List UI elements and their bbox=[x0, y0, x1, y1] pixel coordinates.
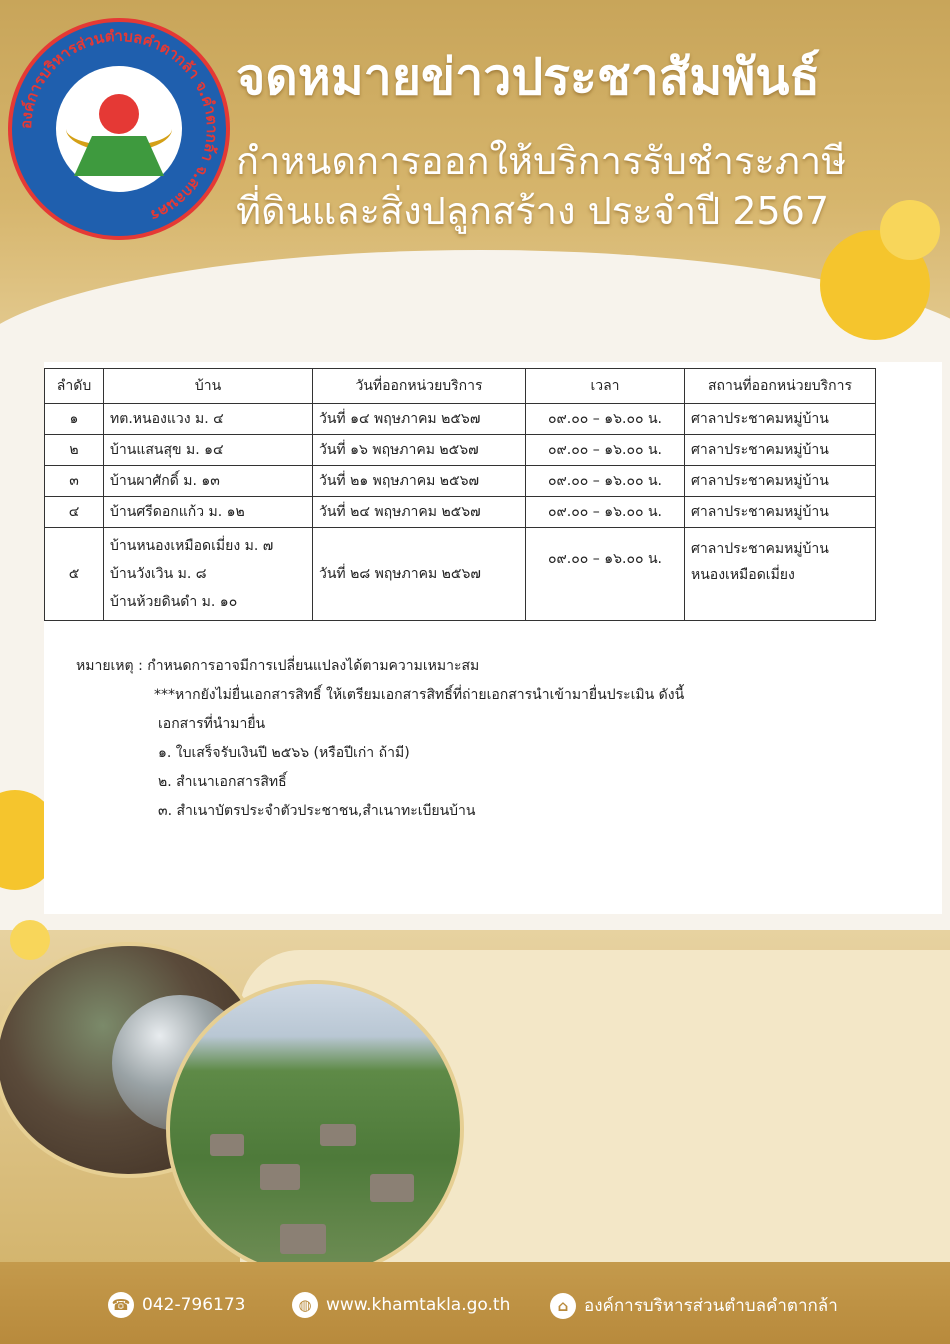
organization-name: องค์การบริหารส่วนตำบลคำตากล้า bbox=[584, 1296, 838, 1316]
row-number: ๓ bbox=[45, 466, 104, 497]
website-link[interactable]: www.khamtakla.go.th bbox=[326, 1295, 511, 1315]
notes-section bbox=[76, 652, 684, 826]
place-line: หนองเหมือดเมี่ยง bbox=[691, 567, 795, 583]
document-item: ๓. สำเนาบัตรประจำตัวประชาชน,สำเนาทะเบียนบ้าน bbox=[158, 803, 476, 819]
row-number: ๒ bbox=[45, 435, 104, 466]
house-shape bbox=[320, 1124, 356, 1146]
footer-website[interactable] bbox=[292, 1292, 510, 1318]
table-row bbox=[45, 528, 876, 621]
home-icon: ⌂ bbox=[550, 1293, 576, 1319]
time-cell: ๐๙.๐๐ – ๑๖.๐๐ น. bbox=[526, 435, 685, 466]
place-cell: ศาลาประชาคมหมู่บ้าน bbox=[685, 435, 876, 466]
village-cell bbox=[104, 528, 313, 621]
village-cell: บ้านแสนสุข ม. ๑๔ bbox=[104, 435, 313, 466]
row-number: ๑ bbox=[45, 404, 104, 435]
organization-logo bbox=[8, 18, 230, 240]
column-header: บ้าน bbox=[104, 369, 313, 404]
table-row bbox=[45, 435, 876, 466]
document-item: ๑. ใบเสร็จรับเงินปี ๒๕๖๖ (หรือปีเก่า ถ้ามี) bbox=[158, 745, 410, 761]
row-number: ๕ bbox=[45, 528, 104, 621]
remark-text: หมายเหตุ : กำหนดการอาจมีการเปลี่ยนแปลงได้ตามความเหมาะสม bbox=[76, 658, 480, 674]
footer-phone bbox=[108, 1292, 245, 1318]
table-header-row bbox=[45, 369, 876, 404]
place-cell: ศาลาประชาคมหมู่บ้าน bbox=[685, 497, 876, 528]
document-item: ๒. สำเนาเอกสารสิทธิ์ bbox=[158, 774, 287, 790]
table-row bbox=[45, 466, 876, 497]
house-shape bbox=[370, 1174, 414, 1202]
time-cell: ๐๙.๐๐ – ๑๖.๐๐ น. bbox=[526, 528, 685, 621]
table-row bbox=[45, 404, 876, 435]
notes-instruction: ***หากยังไม่ยื่นเอกสารสิทธิ์ ให้เตรียมเอกสารสิทธิ์ที่ถ่ายเอกสารนำเข้ามายื่นประเมิน ดังนี้ bbox=[154, 687, 685, 703]
logo-ring-text: องค์การบริหารส่วนตำบลคำตากล้า จ.คำตากล้า จ.สกลนคร bbox=[16, 26, 222, 225]
document-panel bbox=[44, 362, 942, 914]
column-header: เวลา bbox=[526, 369, 685, 404]
column-header: วันที่ออกหน่วยบริการ bbox=[313, 369, 526, 404]
house-shape bbox=[260, 1164, 300, 1190]
time-cell: ๐๙.๐๐ – ๑๖.๐๐ น. bbox=[526, 466, 685, 497]
flower-decoration bbox=[10, 920, 50, 960]
newsletter-subtitle bbox=[236, 136, 936, 236]
newsletter-title: จดหมายข่าวประชาสัมพันธ์ bbox=[236, 48, 820, 106]
village-line: บ้านวังเวิน ม. ๘ bbox=[110, 566, 207, 582]
house-shape bbox=[210, 1134, 244, 1156]
time-cell: ๐๙.๐๐ – ๑๖.๐๐ น. bbox=[526, 497, 685, 528]
subtitle-line: ที่ดินและสิ่งปลูกสร้าง ประจำปี 2567 bbox=[236, 189, 830, 233]
place-cell bbox=[685, 528, 876, 621]
row-number: ๔ bbox=[45, 497, 104, 528]
date-cell: วันที่ ๒๔ พฤษภาคม ๒๕๖๗ bbox=[313, 497, 526, 528]
place-cell: ศาลาประชาคมหมู่บ้าน bbox=[685, 466, 876, 497]
village-cell: บ้านศรีดอกแก้ว ม. ๑๒ bbox=[104, 497, 313, 528]
village-line: บ้านห้วยดินดำ ม. ๑๐ bbox=[110, 594, 238, 610]
house-shape bbox=[280, 1224, 326, 1254]
phone-number: 042-796173 bbox=[142, 1295, 246, 1315]
subtitle-line: กำหนดการออกให้บริการรับชำระภาษี bbox=[236, 139, 847, 183]
date-cell: วันที่ ๑๔ พฤษภาคม ๒๕๖๗ bbox=[313, 404, 526, 435]
place-line: ศาลาประชาคมหมู่บ้าน bbox=[691, 541, 829, 557]
date-cell: วันที่ ๑๖ พฤษภาคม ๒๕๖๗ bbox=[313, 435, 526, 466]
village-cell: ทต.หนองแวง ม. ๔ bbox=[104, 404, 313, 435]
footer-org bbox=[550, 1292, 838, 1319]
table-row bbox=[45, 497, 876, 528]
neighborhood-photo bbox=[166, 980, 464, 1278]
date-cell: วันที่ ๒๘ พฤษภาคม ๒๕๖๗ bbox=[313, 528, 526, 621]
village-cell: บ้านผาศักดิ์ ม. ๑๓ bbox=[104, 466, 313, 497]
phone-icon: ☎ bbox=[108, 1292, 134, 1318]
logo-emblem bbox=[56, 66, 182, 192]
globe-icon: ◍ bbox=[292, 1292, 318, 1318]
documents-heading: เอกสารที่นำมายื่น bbox=[158, 716, 266, 732]
schedule-table bbox=[44, 368, 876, 621]
place-cell: ศาลาประชาคมหมู่บ้าน bbox=[685, 404, 876, 435]
village-line: บ้านหนองเหมือดเมี่ยง ม. ๗ bbox=[110, 538, 274, 554]
column-header: สถานที่ออกหน่วยบริการ bbox=[685, 369, 876, 404]
time-cell: ๐๙.๐๐ – ๑๖.๐๐ น. bbox=[526, 404, 685, 435]
date-cell: วันที่ ๒๑ พฤษภาคม ๒๕๖๗ bbox=[313, 466, 526, 497]
column-header: ลำดับ bbox=[45, 369, 104, 404]
